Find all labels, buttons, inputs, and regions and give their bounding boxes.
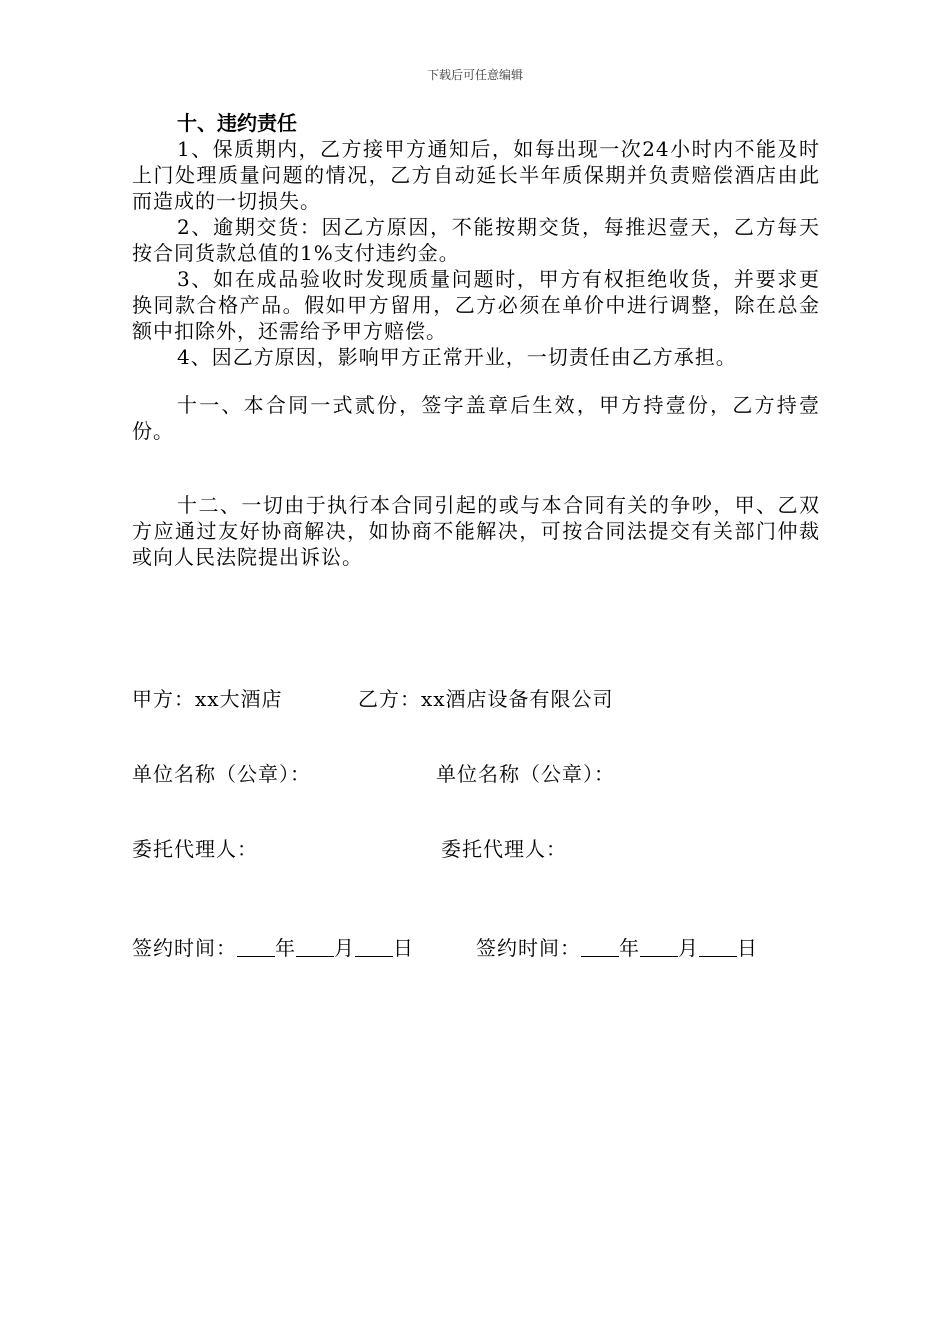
unit-a-label: 单位名称（公章）： [132,762,311,786]
unit-b-label: 单位名称（公章）： [436,762,615,786]
agent-a-label: 委托代理人： [132,837,258,861]
day-b-label: 日 [737,936,758,960]
month-b-blank[interactable] [640,936,678,957]
section-10-item-4: 4、因乙方原因，影响甲方正常开业，一切责任由乙方承担。 [177,345,737,369]
contract-body [132,110,820,570]
day-a-label: 日 [393,936,414,960]
date-b-label: 签约时间： [476,936,581,960]
month-a-label: 月 [334,936,355,960]
date-a-label: 签约时间： [132,936,237,960]
date-a [132,936,414,960]
party-row [132,683,614,712]
unit-row [132,758,615,787]
party-b-label: 乙方：xx酒店设备有限公司 [358,687,614,711]
section-11-text: 十一、本合同一式贰份，签字盖章后生效，甲方持壹份，乙方持壹份。 [132,393,820,443]
section-10-item-1: 1、保质期内，乙方接甲方通知后，如每出现一次24小时内不能及时上门处理质量问题的情况，乙方自动延长半年质保期并负责赔偿酒店由此而造成的一切损失。 [132,137,820,213]
agent-row [132,833,567,862]
date-b [476,932,758,961]
year-a-blank[interactable] [237,936,275,957]
day-a-blank[interactable] [355,936,393,957]
day-b-blank[interactable] [699,936,737,957]
year-a-label: 年 [275,936,296,960]
section-10-title: 十、违约责任 [177,111,297,135]
page-header: 下载后可任意编辑 [426,68,523,82]
party-a-label: 甲方：xx大酒店 [132,687,283,711]
date-row [132,932,758,961]
month-b-label: 月 [678,936,699,960]
section-12-text: 十二、一切由于执行本合同引起的或与本合同有关的争吵，甲、乙双方应通过友好协商解决，如协商不能解决，可按合同法提交有关部门仲裁或向人民法院提出诉讼。 [132,493,820,569]
section-10-item-3: 3、如在成品验收时发现质量问题时，甲方有权拒绝收货，并要求更换同款合格产品。假如甲方留用，乙方必须在单价中进行调整，除在总金额中扣除外，还需给予甲方赔偿。 [132,267,820,343]
year-b-blank[interactable] [581,936,619,957]
month-a-blank[interactable] [296,936,334,957]
agent-b-label: 委托代理人： [441,837,567,861]
section-10-item-2: 2、逾期交货：因乙方原因，不能按期交货，每推迟壹天，乙方每天按合同货款总值的1%支付违约金。 [132,215,820,265]
year-b-label: 年 [619,936,640,960]
